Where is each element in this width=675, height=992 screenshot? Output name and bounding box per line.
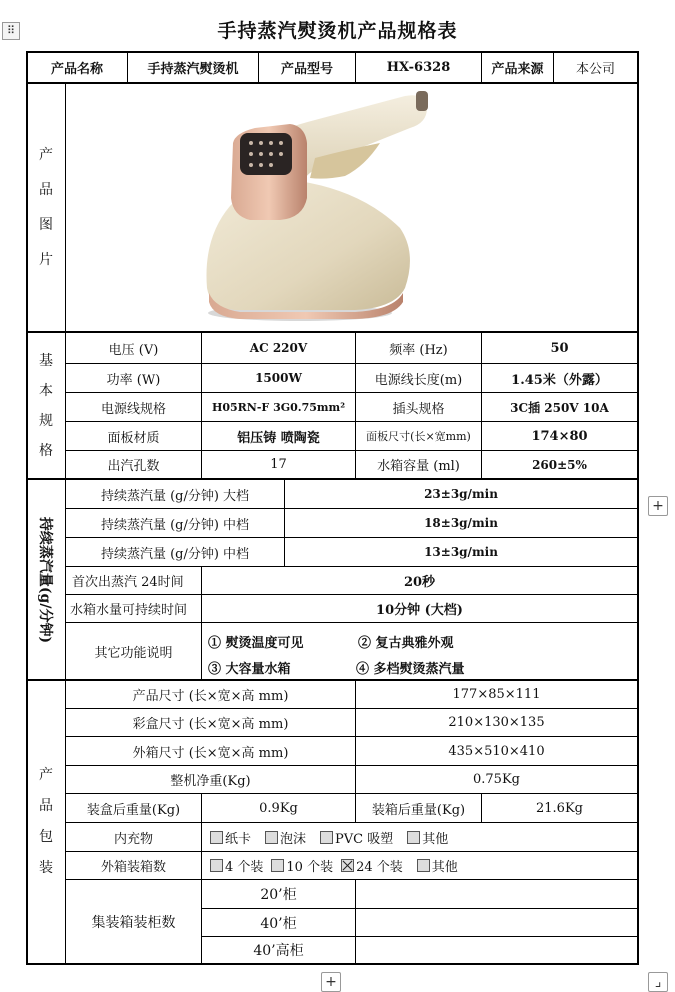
product-model-label: 产品型号 <box>280 61 333 77</box>
product-name-value: 手持蒸汽熨烫机 <box>147 61 239 77</box>
filling-option-pvc[interactable]: PVC 吸塑 <box>320 828 393 847</box>
boxed-weight-label: 装盒后重量(Kg) <box>86 802 181 818</box>
tank-duration-value: 10分钟 (大档) <box>376 603 463 618</box>
steam-mid2-value: 13±3g/min <box>424 545 498 559</box>
picture-section-label: 产 品 图 片 <box>39 146 53 268</box>
cord-length-value: 1.45米（外露） <box>511 372 608 388</box>
cord-spec-value: H05RN-F 3G0.75mm² <box>211 400 346 414</box>
cartoned-weight-label: 装箱后重量(Kg) <box>371 802 466 818</box>
move-handle-icon[interactable]: ⠿ <box>2 22 20 40</box>
steam-holes-label: 出汽孔数 <box>107 459 160 474</box>
first-steam-time-label: 首次出蒸汽 24时间 <box>72 575 184 590</box>
steam-high-value: 23±3g/min <box>424 487 498 501</box>
carton-qty-options <box>202 852 637 879</box>
product-model-value: HX-6328 <box>386 59 451 75</box>
panel-material-label: 面板材质 <box>107 430 160 446</box>
carton-option-24[interactable]: 24 个装 <box>341 856 403 875</box>
product-photo <box>195 88 440 328</box>
feature-4: ④ 多档熨烫蒸汽量 <box>356 662 465 677</box>
cord-length-label: 电源线长度(m) <box>374 372 463 388</box>
net-weight-label: 整机净重(Kg) <box>170 774 251 789</box>
cord-spec-label: 电源线规格 <box>100 401 166 417</box>
container-40hq: 40’高柜 <box>253 943 304 959</box>
filling-option-card[interactable]: 纸卡 <box>210 828 251 847</box>
color-box-size-value: 210×130×135 <box>448 715 545 730</box>
checkbox-icon[interactable] <box>265 831 278 844</box>
net-weight-value: 0.75Kg <box>473 772 520 787</box>
voltage-label: 电压 (V) <box>108 342 159 358</box>
packing-section-label: 产 品 包 装 <box>39 767 53 876</box>
panel-size-label: 面板尺寸(长×宽mm) <box>366 430 471 443</box>
page-title: 手持蒸汽熨烫机产品规格表 <box>217 20 458 42</box>
color-box-size-label: 彩盒尺寸 (长×宽×高 mm) <box>132 717 289 732</box>
resize-table-icon[interactable]: ⌟ <box>648 972 668 992</box>
boxed-weight-value: 0.9Kg <box>259 800 298 816</box>
container-20ft: 20’柜 <box>260 887 297 903</box>
voltage-value: AC 220V <box>249 341 308 355</box>
carton-size-label: 外箱尺寸 (长×宽×高 mm) <box>132 745 289 761</box>
tank-capacity-value: 260±5% <box>532 457 587 472</box>
checkbox-icon[interactable] <box>210 831 223 844</box>
steam-section-label: 持续蒸汽量(g/分钟) <box>37 516 53 643</box>
frequency-value: 50 <box>550 340 569 356</box>
power-value: 1500W <box>255 371 302 385</box>
filling-option-other[interactable]: 其他 <box>407 828 448 847</box>
carton-option-10[interactable]: 10 个装 <box>271 856 333 875</box>
carton-option-other[interactable]: 其他 <box>417 856 458 875</box>
product-size-label: 产品尺寸 (长×宽×高 mm) <box>132 689 289 704</box>
carton-size-value: 435×510×410 <box>448 743 545 759</box>
power-label: 功率 (W) <box>106 372 161 388</box>
feature-2: ② 复古典雅外观 <box>358 636 454 651</box>
product-source-label: 产品来源 <box>491 61 544 77</box>
tank-duration-label: 水箱水量可持续时间 <box>70 603 188 618</box>
feature-1: ① 熨烫温度可见 <box>208 636 304 651</box>
product-source-value: 本公司 <box>575 61 615 77</box>
inner-filling-options <box>202 823 637 851</box>
carton-option-4[interactable]: 4 个装 <box>210 856 263 875</box>
plug-spec-value: 3C插 250V 10A <box>510 400 609 415</box>
container-label: 集装箱装柜数 <box>91 915 176 931</box>
checkbox-icon[interactable] <box>320 831 333 844</box>
panel-material-value: 铝压铸 喷陶瓷 <box>237 430 320 446</box>
checkbox-icon[interactable] <box>210 859 223 872</box>
product-name-label: 产品名称 <box>50 61 103 77</box>
add-column-icon[interactable]: + <box>648 496 668 516</box>
first-steam-time-value: 20秒 <box>403 575 436 590</box>
tank-capacity-label: 水箱容量 (ml) <box>377 459 460 474</box>
checkbox-icon[interactable] <box>417 859 430 872</box>
steam-mid-label: 持续蒸汽量 (g/分钟) 中档 <box>100 517 250 533</box>
plug-spec-label: 插头规格 <box>392 401 445 417</box>
steam-holes-value: 17 <box>270 457 287 472</box>
other-functions-label: 其它功能说明 <box>94 645 173 661</box>
add-row-icon[interactable]: + <box>321 972 341 992</box>
inner-filling-label: 内充物 <box>113 831 153 847</box>
filling-option-foam[interactable]: 泡沫 <box>265 828 306 847</box>
container-40ft: 40’柜 <box>260 915 297 932</box>
checked-checkbox-icon[interactable] <box>341 859 354 872</box>
carton-qty-label: 外箱装箱数 <box>100 860 166 875</box>
checkbox-icon[interactable] <box>271 859 284 872</box>
frequency-label: 频率 (Hz) <box>389 342 448 358</box>
checkbox-icon[interactable] <box>407 831 420 844</box>
steam-mid2-label: 持续蒸汽量 (g/分钟) 中档 <box>100 546 250 562</box>
basic-section-label: 基 本 规 格 <box>39 352 53 459</box>
panel-size-value: 174×80 <box>531 428 588 444</box>
product-size-value: 177×85×111 <box>452 687 541 702</box>
steam-mid-value: 18±3g/min <box>424 516 498 530</box>
steam-high-label: 持续蒸汽量 (g/分钟) 大档 <box>100 488 250 504</box>
cartoned-weight-value: 21.6Kg <box>536 800 583 816</box>
feature-3: ③ 大容量水箱 <box>208 662 291 677</box>
